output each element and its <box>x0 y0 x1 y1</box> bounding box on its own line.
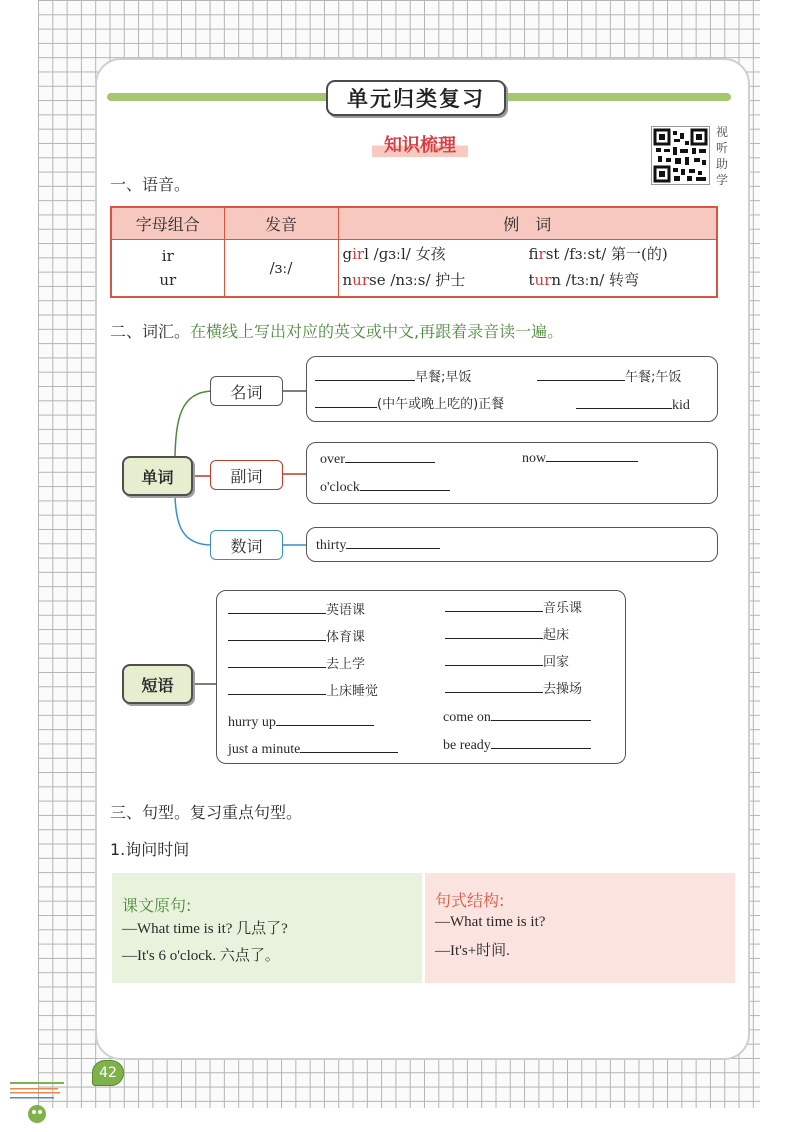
phrase-music-class: 音乐课 <box>445 597 582 616</box>
sentence-structure-panel <box>425 873 735 983</box>
page-number: 42 <box>92 1060 124 1086</box>
sentence-structure-q: —What time is it? <box>435 914 546 930</box>
node-noun: 名词 <box>210 376 283 406</box>
phrase-go-to-playground: 去操场 <box>445 678 582 697</box>
phrase-english-class: 英语课 <box>228 599 365 618</box>
node-adverb: 副词 <box>210 460 283 490</box>
publisher-stamp-icon <box>8 1080 66 1128</box>
phrase-go-to-bed: 上床睡觉 <box>228 680 378 699</box>
phrase-go-to-school: 去上学 <box>228 653 365 672</box>
original-sentence-title: 课文原句: <box>122 896 192 915</box>
phrase-get-up: 起床 <box>445 624 569 643</box>
combo-ur: ur <box>159 270 177 289</box>
example-nurse: nurse /nɜːs/ 护士 <box>342 270 466 289</box>
node-numeral: 数词 <box>210 530 283 560</box>
original-sentence-q: —What time is it? 几点了? <box>122 921 288 937</box>
table-header-combo: 字母组合 <box>111 207 224 239</box>
phrase-pe-class: 体育课 <box>228 626 365 645</box>
noun-lunch: 午餐;午饭 <box>537 366 681 385</box>
original-sentence-panel <box>112 873 422 983</box>
adverb-oclock: o'clock <box>320 477 450 496</box>
sound-cell: /ɜː/ <box>224 239 338 297</box>
section1-heading: 一、语音。 <box>110 175 191 194</box>
sentence-structure-a: —It's+时间. <box>435 943 510 959</box>
section3-subheading: 1.询问时间 <box>110 840 190 859</box>
section3-heading: 三、句型。复习重点句型。 <box>110 803 303 822</box>
combo-ir: ir <box>161 246 174 265</box>
original-sentence-a: —It's 6 o'clock. 六点了。 <box>122 948 280 964</box>
noun-dinner: (中午或晚上吃的)正餐 <box>315 393 504 412</box>
root-node-words: 单词 <box>122 456 193 496</box>
phrase-just-a-minute: just a minute <box>228 739 398 758</box>
page-title: 单元归类复习 <box>326 80 506 116</box>
root-node-phrases: 短语 <box>122 664 193 704</box>
example-girl: girl /ɡɜːl/ 女孩 <box>342 244 446 263</box>
numeral-thirty: thirty <box>316 535 440 554</box>
table-header-sound: 发音 <box>224 207 338 239</box>
phrase-hurry-up: hurry up <box>228 712 374 731</box>
sentence-structure-title: 句式结构: <box>435 891 505 910</box>
example-turn: turn /tɜːn/ 转弯 <box>528 270 640 289</box>
section-subtitle: 知识梳理 <box>372 131 468 157</box>
adverb-now: now <box>522 448 638 467</box>
noun-breakfast: 早餐;早饭 <box>315 366 471 385</box>
phrase-go-home: 回家 <box>445 651 569 670</box>
qr-caption: 视听助学 <box>715 125 728 187</box>
adverb-over: over <box>320 449 435 468</box>
section2-heading: 二、词汇。在横线上写出对应的英文或中文,再跟着录音读一遍。 <box>110 322 564 341</box>
table-header-examples: 例 词 <box>338 207 717 239</box>
phrase-be-ready: be ready <box>443 735 591 754</box>
example-first: first /fɜːst/ 第一(的) <box>528 244 668 263</box>
noun-kid: kid <box>576 395 690 414</box>
phrase-come-on: come on <box>443 707 591 726</box>
